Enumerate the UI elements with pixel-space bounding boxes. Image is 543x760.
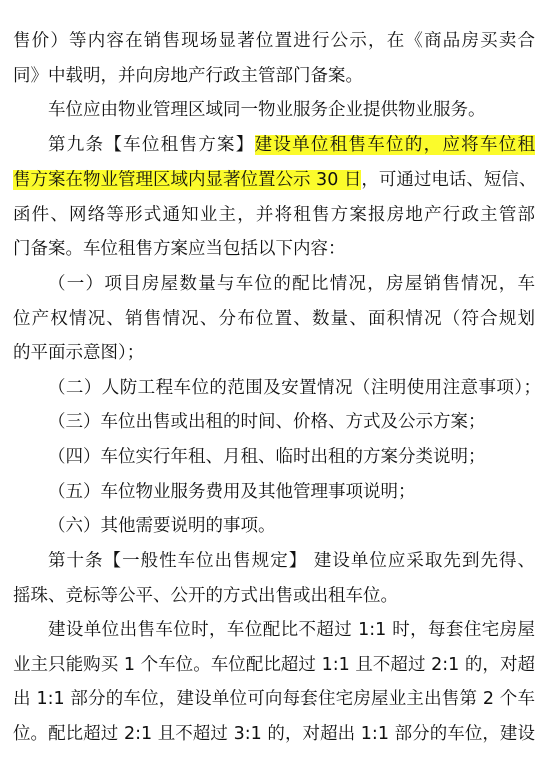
text-line: 位。配比超过 2:1 且不超过 3:1 的，对超出 1:1 部分的车位，建设 (13, 724, 535, 744)
text-line: 位产权情况、销售情况、分布位置、数量、面积情况（符合规划 (13, 309, 535, 329)
highlighted-text: 售方案在物业管理区域内显著位置公示 30 日 (13, 170, 362, 190)
text-line: 建设单位出售车位时，车位配比不超过 1:1 时，每套住宅房屋 (48, 620, 535, 640)
text-line: 同》中载明，并向房地产行政主管部门备案。 (13, 66, 363, 86)
article-10-heading-line: 第十条【一般性车位出售规定】 建设单位应采取先到先得、 (48, 551, 535, 571)
text-line: 业主只能购买 1 个车位。车位配比超过 1:1 且不超过 2:1 的，对超 (13, 655, 535, 675)
text-line: 售价）等内容在销售现场显著位置进行公示，在《商品房买卖合 (13, 31, 535, 51)
text-line: 门备案。车位租售方案应当包括以下内容： (13, 239, 346, 259)
text-line: 的平面示意图）； (13, 343, 145, 363)
list-item-line: （五）车位物业服务费用及其他管理事项说明； (48, 482, 416, 502)
article-9-title: 第九条【车位租售方案】 (48, 135, 255, 155)
text-line: 车位应由物业管理区域同一物业服务企业提供物业服务。 (48, 100, 486, 120)
highlighted-text: 建设单位租售车位的，应将车位租 (254, 135, 536, 155)
list-item-line: （三）车位出售或出租的时间、价格、方式及公示方案； (48, 412, 486, 432)
list-item-line: （二）人防工程车位的范围及安置情况（注明使用注意事项）； (48, 378, 541, 398)
text-line: 摇珠、竞标等公平、公开的方式出售或出租车位。 (13, 586, 398, 606)
text-line: 函件、网络等形式通知业主，并将租售方案报房地产行政主管部 (13, 205, 535, 225)
list-item-line: （六）其他需要说明的事项。 (48, 516, 276, 536)
list-item-line: （一）项目房屋数量与车位的配比情况，房屋销售情况，车 (48, 274, 535, 294)
highlighted-line (13, 167, 535, 193)
list-item-line: （四）车位实行年租、月租、临时出租的方案分类说明； (48, 447, 486, 467)
text-span: ，可通过电话、短信、 (361, 170, 537, 190)
text-line: 出 1:1 部分的车位，建设单位可向每套住宅房屋业主出售第 2 个车 (13, 689, 535, 709)
article-9-heading-line (48, 132, 535, 158)
